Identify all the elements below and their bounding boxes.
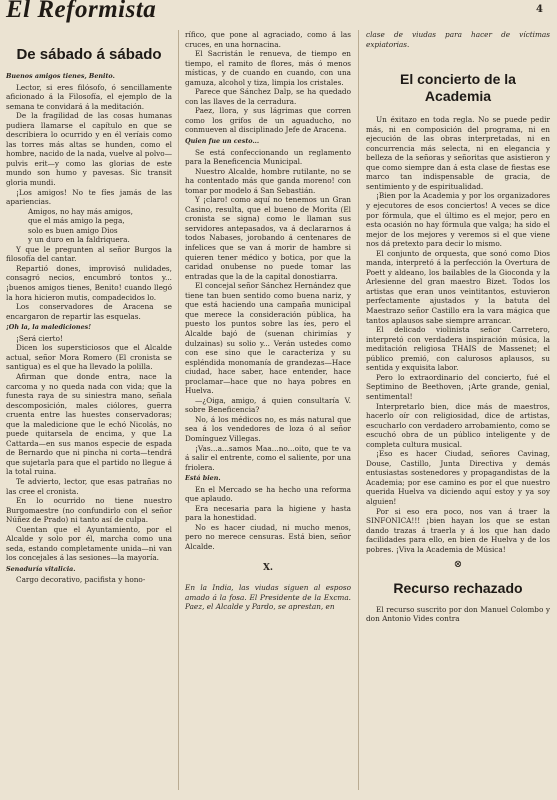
paragraph: Paez, llora, y sus lágrimas que corren como los grifos de un aguaducho, no conmueven al disciplinado Jefe de Aracena. xyxy=(185,106,351,135)
paragraph: Nuestro Alcalde, hombre rutilante, no se ha contentado más que ganda moreno! con tomar por modelo á San Sebastián. xyxy=(185,166,351,195)
paragraph: ¡Será cierto! xyxy=(16,333,63,343)
paragraph: El conjunto de orquesta, que sonó como Dios manda, interpretó á la perfección la Overtura de Poett y aldeano, los bailables de la Gioconda y la Arlesienne del gran maestro Bizet. Todos los artistas que eran unos veintitantos, estuvieron perfectamente ajustados y la batuta del Maestrazo señor Castillo era la vara mágica que tantos aplausos sabe siempre arrancar. xyxy=(366,248,550,325)
section-subhead: Senaduría vitalicia. xyxy=(6,564,76,573)
paragraph: ¡Bien por la Academia y por los organizadores y ejecutores de esos conciertos! A veces se dice por fórmula, que el último es el mejor, pero en esta ocasión no hay fórmula que valga; ha sido el mejor de los mejores y veremos si el que viene nos dá pretexto para decir lo mismo. xyxy=(366,191,550,249)
article-headline: De sábado á sábado xyxy=(16,46,162,63)
paragraph: El delicado violinista señor Carretero, interpretó con verdadera inspiración música, la meditación religiosa THAIS de Massenet; el público premió, con calurosos aplausos, su sentida y exquisita labor. xyxy=(366,325,550,373)
paragraph: En el Mercado se ha hecho una reforma que aplaudo. xyxy=(185,484,351,504)
paragraph: Los conservadores de Aracena se encargaron de repartir las esquelas. xyxy=(6,302,172,321)
paragraph: Por si eso era poco, nos van á traer la SINFONICA!!! ¡bien hayan los que se estan dando trazas á traerla y á los que han dado facilidades para ello, en bien de Huelva y de los pobres. ¡Viva la Academia de Música! xyxy=(366,506,550,554)
paragraph: Cargo decorativo, pacifista y hono- xyxy=(16,575,146,585)
column-divider xyxy=(358,30,359,790)
section-subhead: Está bien. xyxy=(185,474,221,483)
paragraph: Interpretarlo bien, dice más de maestros, hacerlo oír con religiosidad, dice de artistas, escucharlo con verdadero arrobamiento, como se escuchó obra de un público inteligente y de completa cultura musical. xyxy=(366,401,550,449)
ornament-icon: ⊗ xyxy=(453,559,463,571)
section-subhead: Quien fue un cesto... xyxy=(185,137,260,146)
paragraph: No, á los médicos no, es más natural que sea á los vendedores de loza ó al señor Domínguez Villegas. xyxy=(185,414,351,443)
paragraph: Un éxitazo en toda regla. No se puede pedir más, ni en composición del programa, ni en ejecución de las obras interpretadas, ni en concurrencia más selecta, ni en elegancia y belleza de la señoras y señoritas que asistieron y que como siempre dan á esta clase de fiestas ese marco tan indispensable de gracia, de sentimiento y de espiritualidad. xyxy=(366,115,550,191)
column-3 xyxy=(366,30,550,792)
paragraph: Y ¡claro! como aquí no tenemos un Gran Casino, resulta, que el bueno de Morita (El cronista se signa) como le llaman sus servidores antepasados, va á declararnos á todos Nabases, jorobando á centenares de infelices que se van á morir de hambre si quieren tener médico y botica, por que la caridad onubense no puede tomar las entradas que la de la capital donostiarra. xyxy=(185,195,351,281)
paragraph: Cuentan que el Ayuntamiento, por el Alcalde y solo por él, marcha como una seda, estando completamente unida—ni van los concejales á las sesiones—la mayoría. xyxy=(6,524,172,563)
paragraph: Te advierto, lector, que esas patrañas no las cree el cronista. xyxy=(6,476,172,496)
paragraph: Y que le pregunten al señor Burgos la filosofía del cantar. xyxy=(6,244,172,264)
paragraph: ¡Eso es hacer Ciudad, señores Cavinag, Douse, Castillo, Junta Directiva y demás entusiastas sostenedores y propagandistas de la Academia; por ese camino es por el que nuestro querida Huelva va diciendo aquí estoy y ya soy alguien! xyxy=(366,449,550,506)
paragraph: Afirman que donde entra, nace la carcoma y no queda nada con vida; que la funesta raya de su siniestra mano, señala descomposición, males ciólores, guerra cruenta entre las huestes conservadoras; que la maledicione que le echó Nicolás, no puede quitarsela de encima, y que La Cattarda—en sus manos especie de espada de Bernardo que ni pincha ni corta—tendrá que sujetarla para que el partido no llegue á la total ruina. xyxy=(6,371,172,477)
verse-line: que el más amigo la pega, xyxy=(28,216,125,226)
paragraph: ¡Los amigos! No te fíes jamás de las apariencias. xyxy=(6,187,172,207)
verse-line: Amigos, no hay más amigos, xyxy=(28,206,133,216)
section-subhead: ¡Oh la, la malediciones! xyxy=(6,323,92,332)
section-subhead: Buenos amigos tienes, Benito. xyxy=(6,72,115,80)
paragraph: En lo ocurrido no tiene nuestro Burgomaestre (no confundirlo con el señor Núñez de Prado) ni tanto así de culpa. xyxy=(6,496,172,525)
article-headline: Recurso rechazado xyxy=(393,579,523,596)
verse-line: y un duro en la faldriquera. xyxy=(28,235,130,245)
continued-text: clase de viudas para hacer de víctimas expiatorias. xyxy=(366,30,550,49)
closing-paragraph: En la India, las viudas siguen al esposo amado á la fosa. El Presidente de la Excma. Paez, el Alcalde y Pardo, se aprestan, en xyxy=(185,583,351,612)
paragraph: Era necesaria para la higiene y hasta para la honestidad. xyxy=(185,503,351,523)
column-divider xyxy=(178,30,179,790)
column-1 xyxy=(6,30,172,792)
paragraph: Pero lo extraordinario del concierto, fué el Septimino de Beethoven, ¡Arte grande, genial, sentimental! xyxy=(366,372,550,401)
paragraph: No es hacer ciudad, ni mucho menos, pero no merece censuras. Está bien, señor Alcalde. xyxy=(185,522,351,551)
article-headline: El concierto de la Academia xyxy=(400,71,516,105)
paragraph: Lector, si eres filósofo, ó sencillamente aficionado á la Filosofía, el ejemplo de la semana te convidará á la meditación. xyxy=(6,82,172,111)
paragraph: —¿Oiga, amigo, á quien consultaría V. sobre Beneficencia? xyxy=(185,395,351,415)
paragraph: El concejal señor Sánchez Hernández que tiene tan buen sentido como buena nariz, y que está haciendo una campaña municipal que merece la consideración pública, ha puesto los puntos sobre las íes, pero el Alcalde bajó de (suenan chirimías y dulzainas) su solio y... Verán ustedes como con ese sino que le caracteriza y su espléndida monomanía de grandezas—Hace ciudad, hace saber, hace entender, hace proclamar—hace que no haya pobres en Huelva. xyxy=(185,281,351,396)
paragraph: ¡Vas...a...samos Maa...no...oito, que te va á salir el entrente, como el saliente, por una friolera. xyxy=(185,443,351,472)
paragraph: Dicen los supersticiosos que el Alcalde actual, señor Mora Romero (El cronista se santigua) es el que ha llevado la polilla. xyxy=(6,343,172,372)
masthead xyxy=(6,0,216,28)
paragraph: Se está confeccionando un reglamento para la Beneficencia Municipal. xyxy=(185,147,351,167)
column-2 xyxy=(185,30,351,792)
paragraph: El Sacristán le renueva, de tiempo en tiempo, el ramito de flores, más ó menos místicas, y de cuando en cuando, con una gamuza, alcohol y tiza, limpia los cristales. xyxy=(185,49,351,87)
paragraph: rífico, que pone al agraciado, como á las cruces, en una hornacina. xyxy=(185,30,351,49)
paragraph: El recurso suscrito por don Manuel Colombo y don Antonio Vides contra xyxy=(366,604,550,624)
paragraph: Parece que Sánchez Dalp, se ha quedado con las llaves de la cerradura. xyxy=(185,87,351,106)
page-number: 4 xyxy=(536,4,543,15)
paragraph: Repartió dones, improvisó nulidades, consagró necios, encumbró tontos y... ¡buenos amigos tienes, Benito! cuando llegó la hora hicieron mutis, compadecidos lo. xyxy=(6,263,172,302)
verse-line: solo es buen amigo Dios xyxy=(28,225,118,235)
paragraph: De la fragilidad de las cosas humanas pudiera llamarse el capítulo en que se describiera lo ocurrido y en él veríais como las torres más altas se hunden, como el hombre, nacido de la nada, vuelve al polvo—pulvis erit—y como las glorias de este mundo son humo y pavesas. Sic transit gloria mundi. xyxy=(6,111,172,188)
signature: X. xyxy=(262,562,274,573)
masthead-title: El Reformista xyxy=(6,0,157,23)
